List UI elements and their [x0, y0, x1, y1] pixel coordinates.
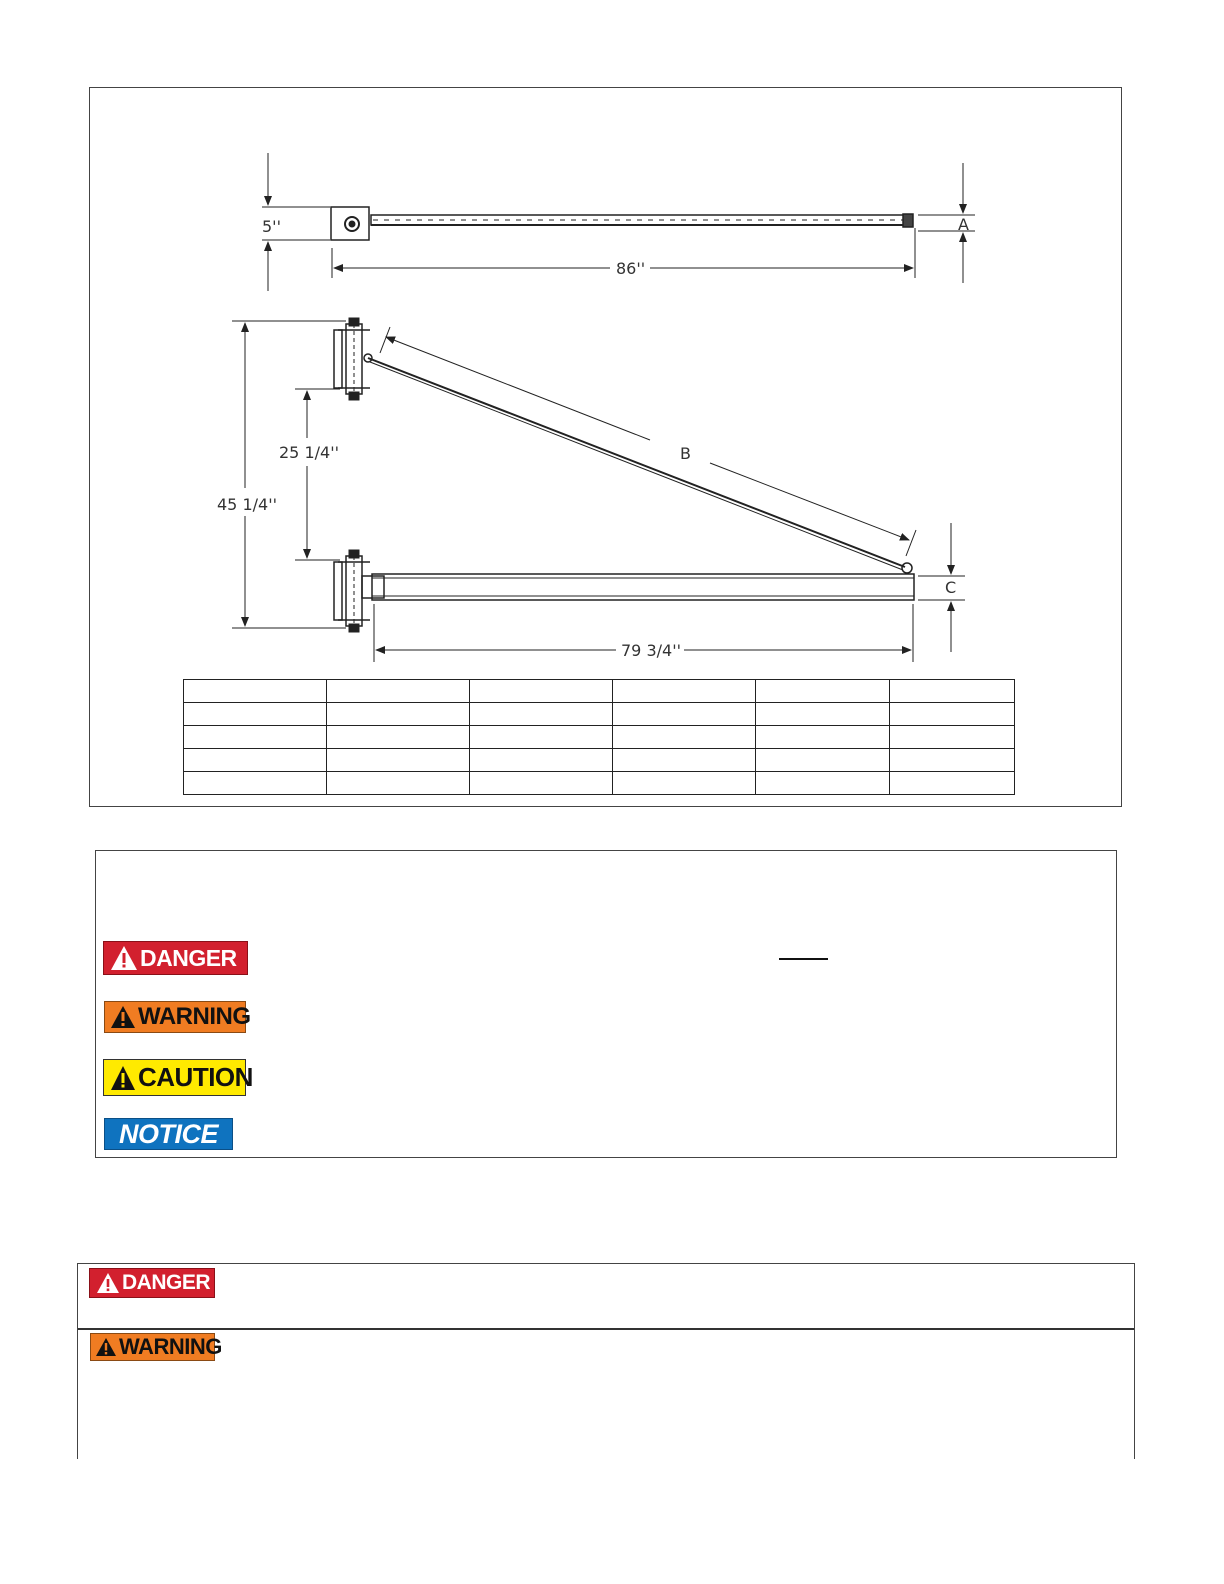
table-cell: [470, 749, 613, 772]
table-cell: [890, 680, 1015, 703]
table-cell: [756, 703, 890, 726]
table-cell: [327, 726, 470, 749]
dim-45-quarter-label: 45 1/4'': [217, 495, 277, 514]
warning-badge: [104, 1001, 251, 1033]
table-cell: [756, 749, 890, 772]
table-cell: [756, 772, 890, 795]
table-row: [184, 703, 1015, 726]
table-cell: [470, 772, 613, 795]
table-cell: [184, 772, 327, 795]
table-cell: [613, 772, 756, 795]
notice-label: NOTICE: [119, 1118, 219, 1149]
hazard-danger-badge: [89, 1268, 215, 1298]
dim-5in-label: 5'': [262, 217, 281, 236]
table-cell: [890, 726, 1015, 749]
dim-c-label: C: [945, 578, 957, 597]
dimension-table: [183, 679, 1015, 795]
dim-79-three-quarter-label: 79 3/4'': [621, 641, 681, 660]
table-cell: [470, 680, 613, 703]
warning-triangle-icon: [95, 1337, 117, 1357]
table-cell: [756, 680, 890, 703]
caution-label: CAUTION: [138, 1062, 253, 1092]
table-row: [184, 680, 1015, 703]
table-cell: [327, 680, 470, 703]
table-cell: [890, 749, 1015, 772]
table-cell: [613, 680, 756, 703]
side-view: [232, 318, 965, 662]
table-row: [184, 749, 1015, 772]
table-cell: [327, 772, 470, 795]
table-row: [184, 726, 1015, 749]
table-cell: [184, 749, 327, 772]
dim-a-label: A: [958, 215, 969, 234]
table-cell: [890, 772, 1015, 795]
dim-25-quarter-label: 25 1/4'': [279, 443, 339, 462]
table-cell: [184, 726, 327, 749]
table-cell: [613, 703, 756, 726]
table-cell: [613, 749, 756, 772]
table-cell: [327, 703, 470, 726]
notice-badge: [104, 1118, 233, 1150]
warning-triangle-icon: [110, 1005, 136, 1029]
warning-label: WARNING: [138, 1003, 251, 1030]
tie-rod: [368, 358, 905, 567]
dim-86in-label: 86'': [616, 259, 646, 278]
warning-triangle-icon: [110, 945, 138, 971]
underline-mark: [779, 958, 828, 960]
table-cell: [327, 749, 470, 772]
table-cell: [184, 703, 327, 726]
caution-badge: [103, 1059, 253, 1096]
table-cell: [890, 703, 1015, 726]
hazard-warning-label: WARNING: [119, 1334, 222, 1359]
dim-b-label: B: [680, 444, 691, 463]
table-cell: [184, 680, 327, 703]
table-cell: [470, 703, 613, 726]
table-cell: [613, 726, 756, 749]
divider: [78, 1328, 1134, 1330]
hazard-warning-badge: [90, 1333, 222, 1361]
table-row: [184, 772, 1015, 795]
warning-triangle-icon: [110, 1065, 136, 1091]
warning-triangle-icon: [96, 1272, 120, 1294]
danger-label: DANGER: [140, 944, 237, 971]
hazard-statement-panel: [77, 1263, 1135, 1459]
table-cell: [470, 726, 613, 749]
hazard-danger-label: DANGER: [122, 1271, 211, 1294]
table-cell: [756, 726, 890, 749]
danger-badge: [103, 941, 248, 975]
